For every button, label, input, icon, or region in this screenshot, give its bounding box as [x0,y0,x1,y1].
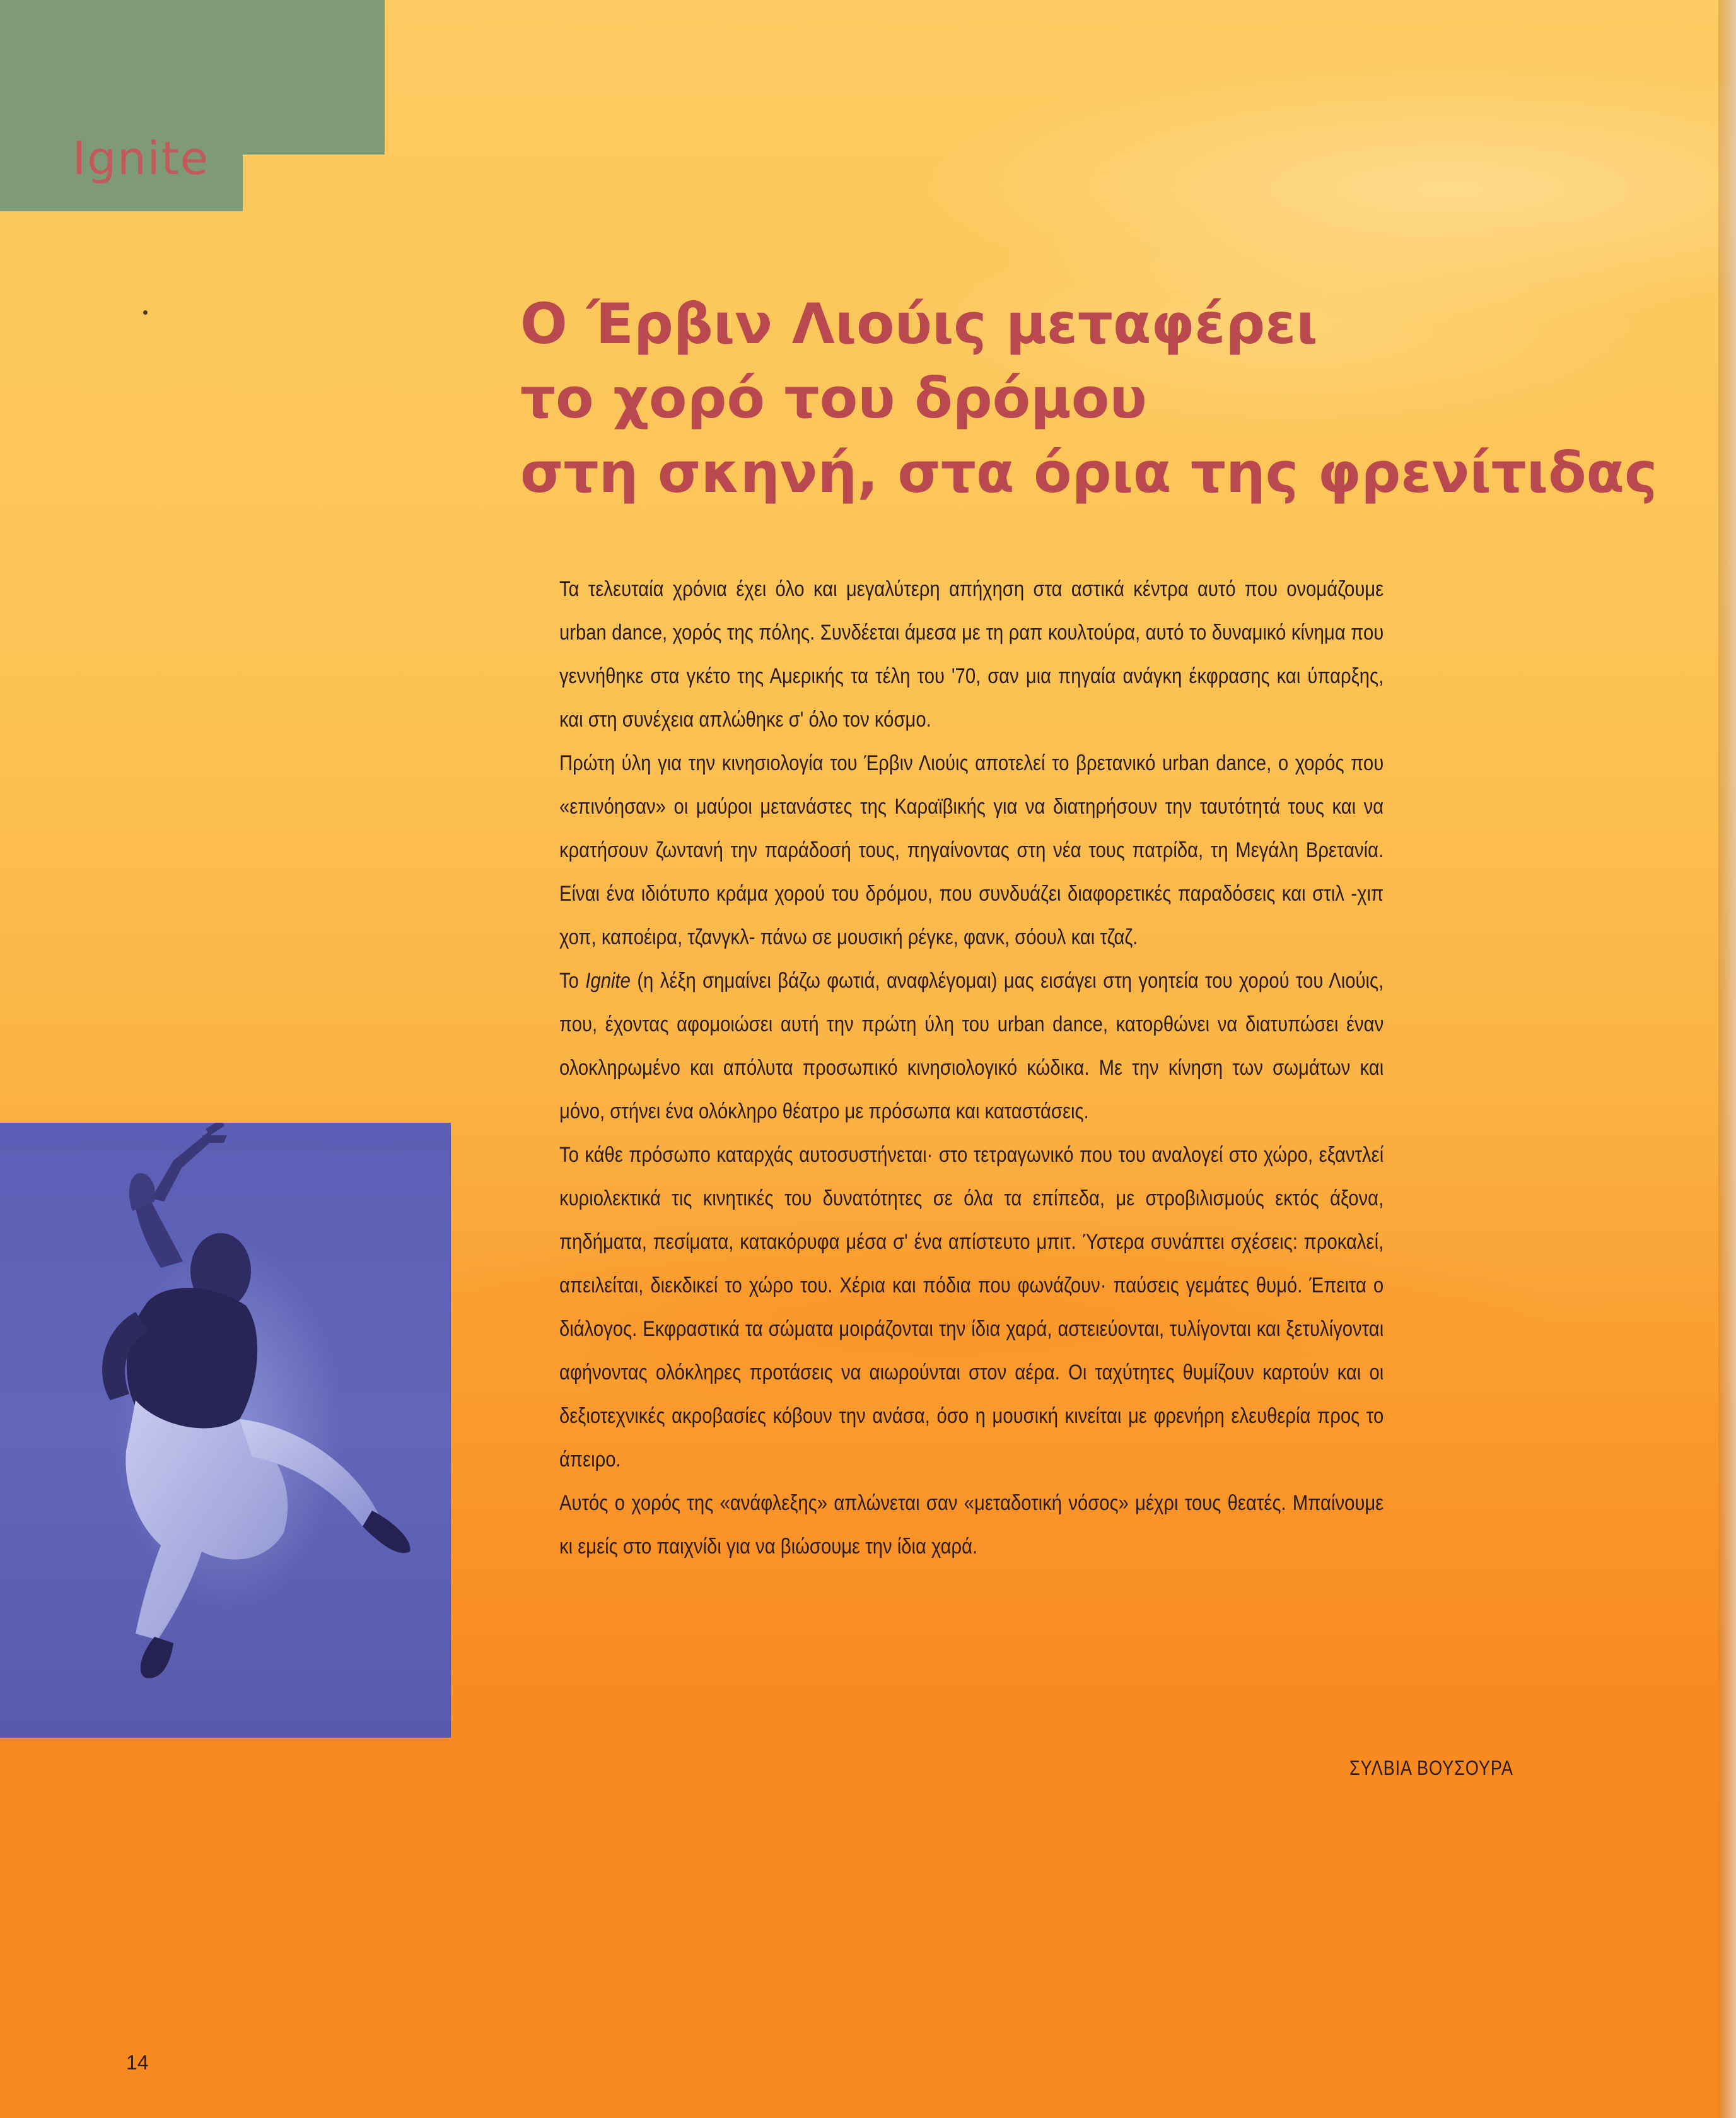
decorative-dot [143,310,148,315]
page-number: 14 [126,2051,149,2074]
paragraph-3 [559,959,1384,1133]
paragraph-3-italic-title: Ignite [585,969,631,993]
title-line-3: στη σκηνή, στα όρια της φρενίτιδας [520,440,1658,505]
author-name: ΣΥΛΒΙΑ ΒΟΥΣΟΥΡΑ [1349,1757,1513,1779]
paragraph-1: Τα τελευταία χρόνια έχει όλο και μεγαλύτερη απήχηση στα αστικά κέντρα αυτό που ονομάζουμε urban dance, χορός της πόλης. Συνδέεται άμεσα με τη ραπ κουλτούρα, αυτό το δυναμικό κίνημα που γεννήθηκε στα γκέτο της Αμερικής τα τέλη του '70, σαν μια πηγαία ανάγκη έκφρασης και ύπαρξης, και στη συνέχεια απλώθηκε σ' όλο τον κόσμο. [559,577,1384,732]
paragraph-4: Το κάθε πρόσωπο καταρχάς αυτοσυστήνεται· στο τετραγωνικό που του αναλογεί στο χώρο, εξαντλεί κυριολεκτικά τις κινητικές του δυνατότητες σε όλα τα επίπεδα, με στροβιλισμούς εκτός άξονα, πηδήματα, πεσίματα, κατακόρυφα μέσα σ' ένα απίστευτο μπιτ. Ύστερα συνάπτει σχέσεις: προκαλεί, απειλείται, διεκδικεί το χώρο του. Χέρια και πόδια που φωνάζουν· παύσεις γεμάτες θυμό. Έπειτα ο διάλογος. Εκφραστικά τα σώματα μοιράζονται την ίδια χαρά, αστειεύονται, τυλίγονται και ξετυλίγονται αφήνοντας ολόκληρες προτάσεις να αιωρούνται στον αέρα. Οι ταχύτητες θυμίζουν καρτούν και οι δεξιοτεχνικές ακροβασίες κόβουν την ανάσα, όσο η μουσική κινείται με φρενήρη ελευθερία προς το άπειρο. [559,1143,1384,1471]
article-title [520,287,1658,510]
article-body [559,568,1384,1569]
title-line-1: Ο Έρβιν Λιούις μεταφέρει [520,291,1318,356]
page-edge [1718,0,1736,2118]
paragraph-3-start: Το [559,969,586,993]
paragraph-5: Αυτός ο χορός της «ανάφλεξης» απλώνεται σαν «μεταδοτική νόσος» μέχρι τους θεατές. Μπαίνουμε κι εμείς στο παιχνίδι για να βιώσουμε την ίδια χαρά. [559,1491,1384,1559]
dancer-figure-icon [0,1123,451,1738]
paragraph-2: Πρώτη ύλη για την κινησιολογία του Έρβιν Λιούις αποτελεί το βρετανικό urban dance, ο χορός που «επινόησαν» οι μαύροι μετανάστες της Καραϊβικής για να διατηρήσουν την ταυτότητά τους και να κρατήσουν ζωντανή την παράδοσή τους, πηγαίνοντας στη νέα τους πατρίδα, τη Μεγάλη Βρετανία. Είναι ένα ιδιότυπο κράμα χορού του δρόμου, που συνδυάζει διαφορετικές παραδόσεις και στιλ -χιπ χοπ, καποέιρα, τζανγκλ- πάνω σε μουσική ρέγκε, φανκ, σόουλ και τζαζ. [559,751,1384,949]
dancer-photo [0,1123,451,1738]
section-label: Ignite [73,132,210,185]
paragraph-3-rest: (η λέξη σημαίνει βάζω φωτιά, αναφλέγομαι) μας εισάγει στη γοητεία του χορού του Λιούις, που, έχοντας αφομοιώσει αυτή την πρώτη ύλη του urban dance, κατορθώνει να διατυπώσει έναν ολοκληρωμένο και απόλυτα προσωπικό κινησιολογικό κώδικα. Με την κίνηση των σωμάτων και μόνο, στήνει ένα ολόκληρο θέατρο με πρόσωπα και καταστάσεις. [559,969,1384,1123]
title-line-2: το χορό του δρόμου [520,366,1147,431]
